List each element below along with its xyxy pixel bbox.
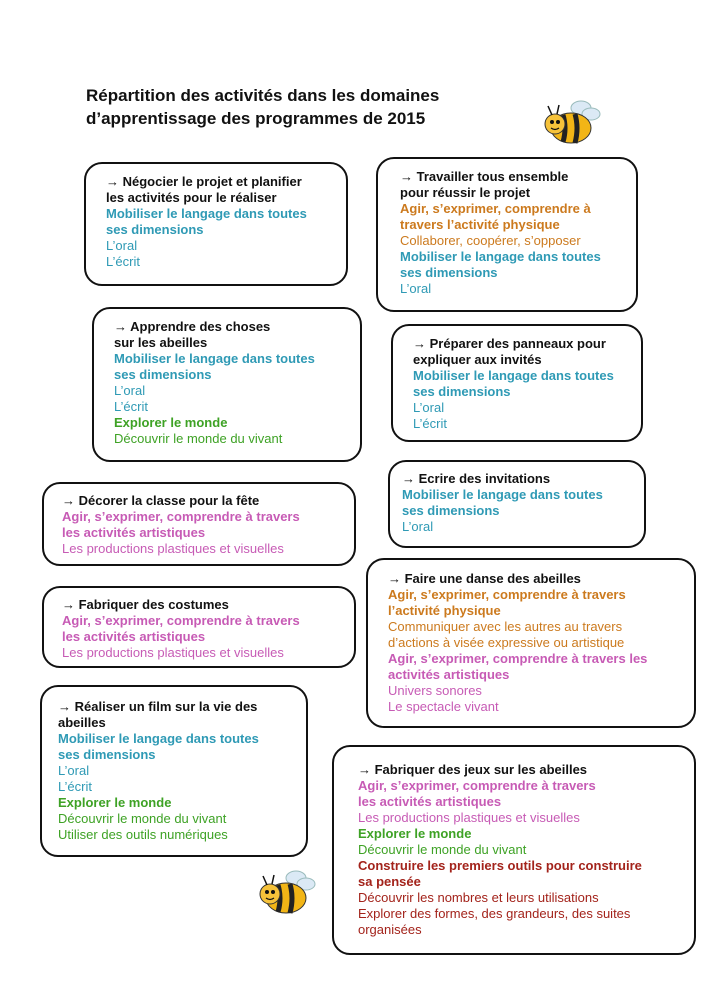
activity-title: → Fabriquer des jeux sur les abeilles (358, 762, 588, 777)
activity-card-film (40, 685, 308, 857)
domain-label: les activités artistiques (62, 525, 206, 540)
activity-card-jeux (332, 745, 696, 955)
domain-item: Découvrir le monde du vivant (58, 811, 227, 826)
domain-label: Agir, s’exprimer, comprendre à travers les (388, 651, 648, 666)
activity-title: sur les abeilles (114, 335, 208, 350)
page-title (86, 84, 526, 130)
activity-title: abeilles (58, 715, 106, 730)
domain-label: ses dimensions (400, 265, 498, 280)
domain-label: les activités artistiques (62, 629, 206, 644)
activity-card-invitations (388, 460, 646, 548)
activity-title: pour réussir le projet (400, 185, 531, 200)
domain-label: ses dimensions (106, 222, 204, 237)
domain-item: Communiquer avec les autres au travers (388, 619, 623, 634)
domain-label: Explorer le monde (358, 826, 472, 841)
activity-title: → Négocier le projet et planifier (106, 174, 302, 189)
domain-label: Mobiliser le langage dans toutes (106, 206, 307, 221)
domain-label: ses dimensions (114, 367, 212, 382)
domain-label: Agir, s’exprimer, comprendre à travers (388, 587, 626, 602)
domain-label: Mobiliser le langage dans toutes (402, 487, 603, 502)
bee-icon (256, 866, 318, 918)
domain-item: d’actions à visée expressive ou artistique (388, 635, 625, 650)
domain-label: Construire les premiers outils pour construire (358, 858, 642, 873)
domain-label: les activités artistiques (358, 794, 502, 809)
activity-card-danse (366, 558, 696, 728)
domain-item: L’écrit (106, 254, 140, 269)
domain-item: Le spectacle vivant (388, 699, 499, 714)
domain-item: L’oral (402, 519, 434, 534)
domain-item: L’oral (114, 383, 146, 398)
domain-label: Explorer le monde (58, 795, 172, 810)
activity-title: → Apprendre des choses (114, 319, 271, 334)
domain-item: L’oral (106, 238, 138, 253)
domain-item: Découvrir le monde du vivant (114, 431, 283, 446)
activity-title: → Travailler tous ensemble (400, 169, 569, 184)
activity-title: → Réaliser un film sur la vie des (58, 699, 258, 714)
activity-card-decorer (42, 482, 356, 566)
domain-item: organisées (358, 922, 422, 937)
domain-label: Agir, s’exprimer, comprendre à (400, 201, 591, 216)
activity-title: expliquer aux invités (413, 352, 542, 367)
activity-title: → Décorer la classe pour la fête (62, 493, 260, 508)
domain-item: Les productions plastiques et visuelles (358, 810, 580, 825)
activity-title: → Préparer des panneaux pour (413, 336, 606, 351)
domain-item: Découvrir les nombres et leurs utilisations (358, 890, 599, 905)
domain-label: Mobiliser le langage dans toutes (114, 351, 315, 366)
activity-card-negocier (84, 162, 348, 286)
domain-item: Explorer des formes, des grandeurs, des suites (358, 906, 631, 921)
activity-card-panneaux (391, 324, 643, 442)
domain-item: Les productions plastiques et visuelles (62, 645, 284, 660)
domain-label: activités artistiques (388, 667, 510, 682)
domain-label: sa pensée (358, 874, 421, 889)
bee-icon (541, 96, 603, 148)
domain-item: Les productions plastiques et visuelles (62, 541, 284, 556)
domain-label: travers l’activité physique (400, 217, 560, 232)
activity-title: les activités pour le réaliser (106, 190, 277, 205)
domain-item: L’écrit (413, 416, 447, 431)
domain-label: l’activité physique (388, 603, 501, 618)
domain-item: Univers sonores (388, 683, 482, 698)
domain-item: Collaborer, coopérer, s’opposer (400, 233, 581, 248)
activity-title: → Ecrire des invitations (402, 471, 551, 486)
domain-label: Agir, s’exprimer, comprendre à travers (358, 778, 596, 793)
domain-label: ses dimensions (413, 384, 511, 399)
activity-card-travailler (376, 157, 638, 312)
activity-title: → Fabriquer des costumes (62, 597, 229, 612)
domain-label: Explorer le monde (114, 415, 228, 430)
domain-item: Utiliser des outils numériques (58, 827, 228, 842)
domain-item: L’oral (400, 281, 432, 296)
domain-label: Mobiliser le langage dans toutes (400, 249, 601, 264)
domain-item: Découvrir le monde du vivant (358, 842, 527, 857)
activity-card-costumes (42, 586, 356, 668)
activity-title: → Faire une danse des abeilles (388, 571, 581, 586)
domain-label: ses dimensions (58, 747, 156, 762)
domain-label: Agir, s’exprimer, comprendre à travers (62, 613, 300, 628)
title-line: d’apprentissage des programmes de 2015 (86, 109, 426, 128)
domain-label: Mobiliser le langage dans toutes (413, 368, 614, 383)
domain-item: L’oral (413, 400, 445, 415)
domain-item: L’écrit (114, 399, 148, 414)
domain-label: Mobiliser le langage dans toutes (58, 731, 259, 746)
domain-item: L’écrit (58, 779, 92, 794)
activity-card-apprendre (92, 307, 362, 462)
domain-label: ses dimensions (402, 503, 500, 518)
domain-label: Agir, s’exprimer, comprendre à travers (62, 509, 300, 524)
domain-item: L’oral (58, 763, 90, 778)
title-line: Répartition des activités dans les domaines (86, 86, 440, 105)
